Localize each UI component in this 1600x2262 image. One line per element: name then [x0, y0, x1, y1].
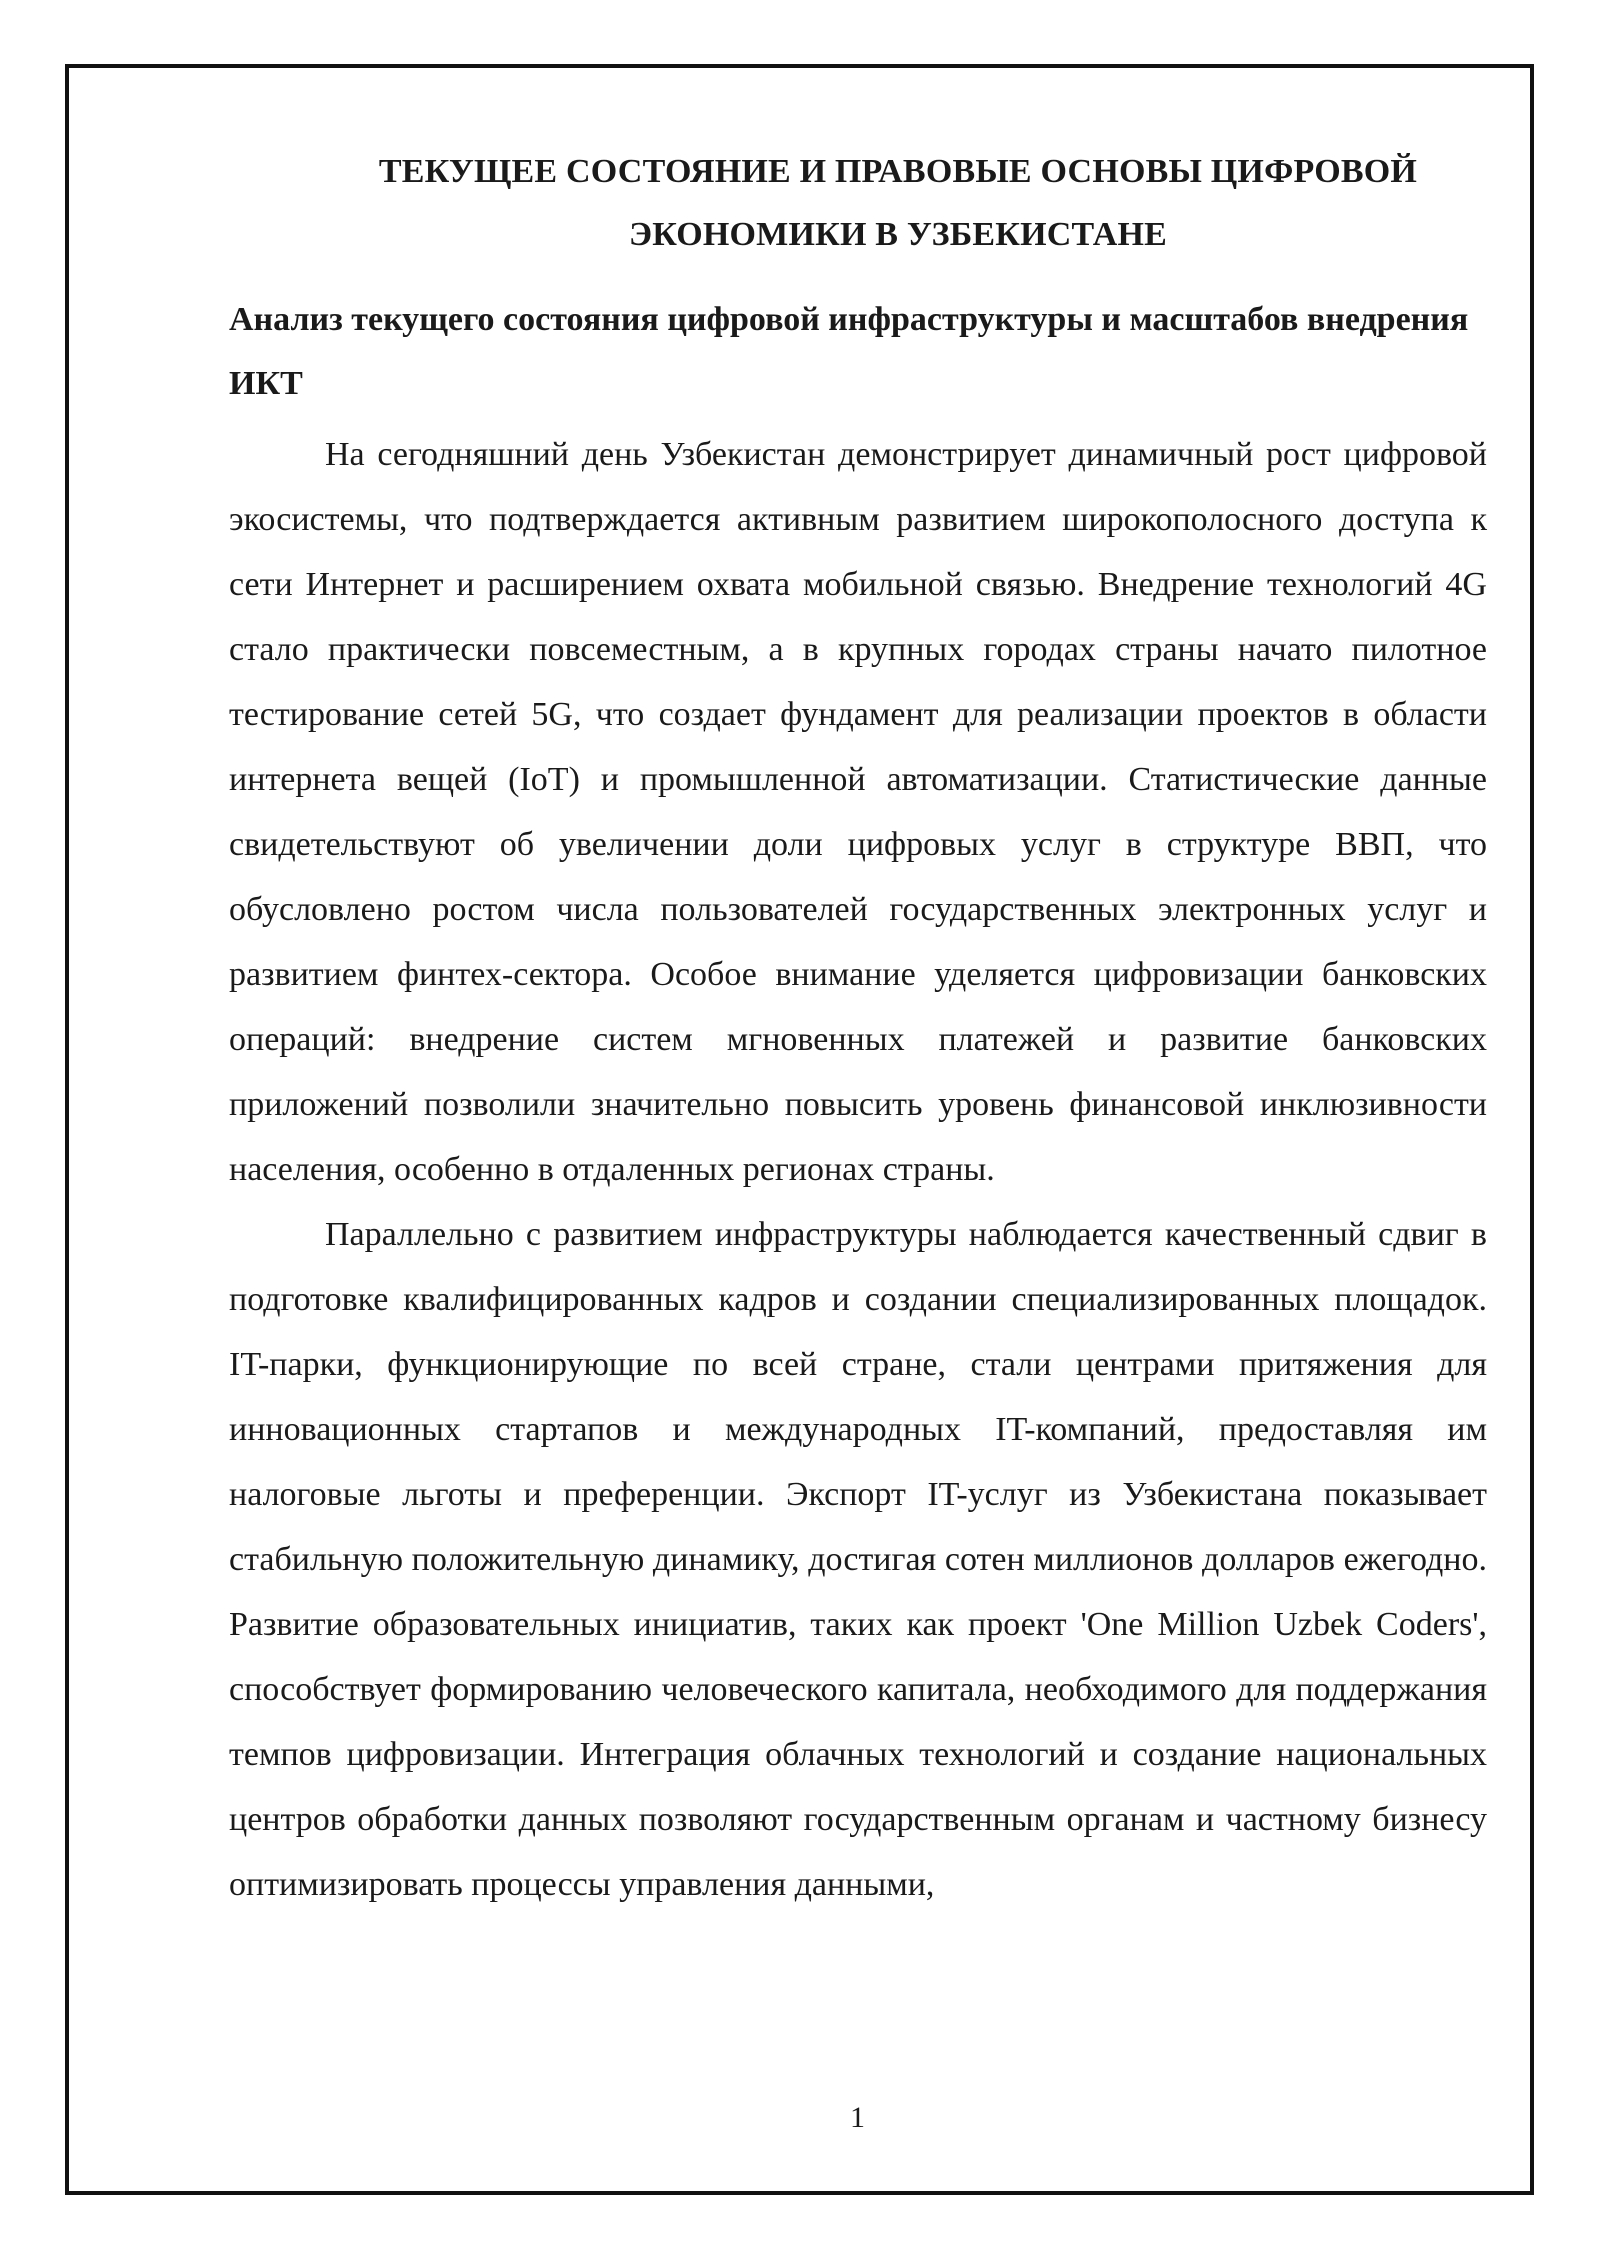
paragraph-1: На сегодняшний день Узбекистан демонстрирует динамичный рост цифровой экосистемы, что подтверждается активным развитием широкополосного доступа к сети Интернет и расширением охвата мобильной связью. Внедрение технологий 4G стало практически повсеместным, а в крупных городах страны начато пилотное тестирование сетей 5G, что создает фундамент для реализации проектов в области интернета вещей (IoT) и промышленной автоматизации. Статистические данные свидетельствуют об увеличении доли цифровых услуг в структуре ВВП, что обусловлено ростом числа пользователей государственных электронных услуг и развитием финтех-сектора. Особое внимание уделяется цифровизации банковских операций: внедрение систем мгновенных платежей и развитие банковских приложений позволили значительно повысить уровень финансовой инклюзивности населения, особенно в отдаленных регионах страны.	[229, 436, 1487, 1188]
page-number: 1	[850, 2101, 865, 2134]
document-body	[229, 140, 1487, 1917]
title-line-2: ЭКОНОМИКИ В УЗБЕКИСТАНЕ	[628, 216, 1168, 253]
section-heading: Анализ текущего состояния цифровой инфраструктуры и масштабов внедрения ИКТ	[229, 301, 1469, 402]
paragraph-2: Параллельно с развитием инфраструктуры наблюдается качественный сдвиг в подготовке квалифицированных кадров и создании специализированных площадок. IT-парки, функционирующие по всей стране, стали центрами притяжения для инновационных стартапов и международных IT-компаний, предоставляя им налоговые льготы и преференции. Экспорт IT-услуг из Узбекистана показывает стабильную положительную динамику, достигая сотен миллионов долларов ежегодно. Развитие образовательных инициатив, таких как проект 'One Million Uzbek Coders', способствует формированию человеческого капитала, необходимого для поддержания темпов цифровизации. Интеграция облачных технологий и создание национальных центров обработки данных позволяют государственным органам и частному бизнесу оптимизировать процессы управления данными,	[229, 1216, 1487, 1903]
title-line-1: ТЕКУЩЕЕ СОСТОЯНИЕ И ПРАВОВЫЕ ОСНОВЫ ЦИФРОВОЙ	[378, 153, 1418, 190]
document-title	[229, 140, 1487, 266]
